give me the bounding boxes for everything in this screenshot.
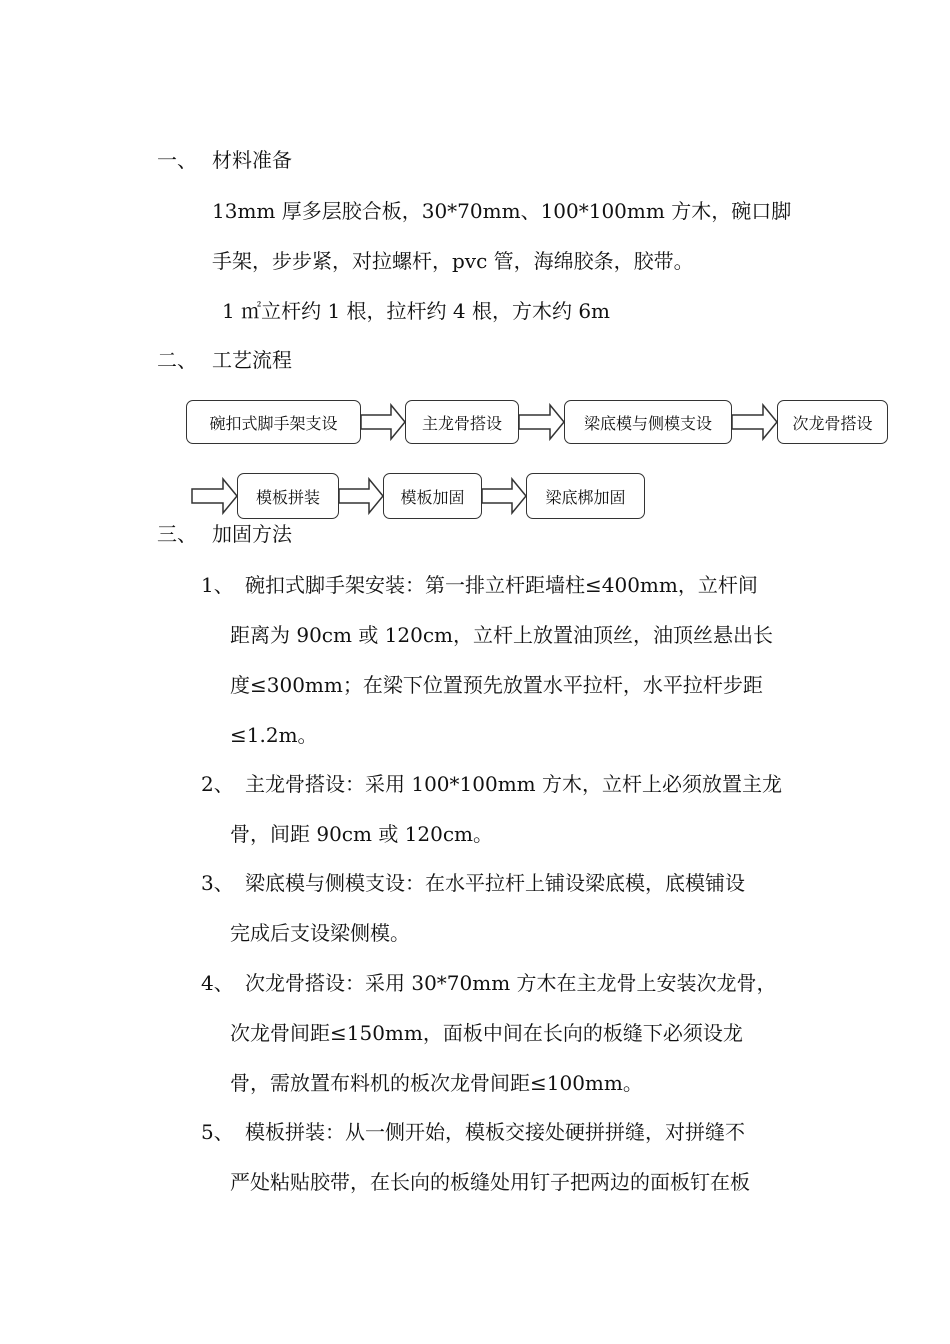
arrow-right-icon <box>732 405 777 439</box>
flow-step: 梁底梆加固 <box>526 473 645 519</box>
arrow-right-icon <box>519 405 564 439</box>
arrow-right-icon <box>339 479 383 513</box>
section-number: 二、 <box>157 348 197 372</box>
item-text-line: 梁底模与侧模支设：在水平拉杆上铺设梁底模，底模铺设 <box>245 871 745 895</box>
section-number: 三、 <box>157 522 197 546</box>
flow-step: 模板拼装 <box>237 473 339 519</box>
item-number: 2、 <box>201 772 234 796</box>
item-text-line: 模板拼装：从一侧开始，模板交接处硬拼拼缝，对拼缝不 <box>245 1120 745 1144</box>
flow-step: 梁底模与侧模支设 <box>564 400 732 444</box>
item-text-line: 碗扣式脚手架安装：第一排立杆距墙柱≤400mm，立杆间 <box>245 573 758 597</box>
item-text-line: ≤1.2m。 <box>230 723 318 747</box>
flow-step: 碗扣式脚手架支设 <box>186 400 361 444</box>
item-text-line: 度≤300mm；在梁下位置预先放置水平拉杆，水平拉杆步距 <box>230 673 763 697</box>
arrow-right-icon <box>192 479 237 513</box>
item-number: 5、 <box>201 1120 234 1144</box>
item-number: 1、 <box>201 573 234 597</box>
item-text-line: 严处粘贴胶带，在长向的板缝处用钉子把两边的面板钉在板 <box>230 1170 750 1194</box>
section-title: 材料准备 <box>212 148 292 172</box>
section-number: 一、 <box>157 148 197 172</box>
item-number: 3、 <box>201 871 234 895</box>
quantity-line: 1 ㎡立杆约 1 根，拉杆约 4 根，方木约 6m <box>222 299 611 323</box>
arrow-right-icon <box>482 479 526 513</box>
flow-step: 模板加固 <box>383 473 482 519</box>
section-title: 加固方法 <box>212 522 292 546</box>
item-text-line: 次龙骨搭设：采用 30*70mm 方木在主龙骨上安装次龙骨， <box>245 971 777 995</box>
arrow-right-icon <box>361 405 405 439</box>
item-text-line: 完成后支设梁侧模。 <box>230 921 410 945</box>
flow-step: 次龙骨搭设 <box>777 400 888 444</box>
materials-line: 13mm 厚多层胶合板，30*70mm、100*100mm 方木，碗口脚 <box>212 199 792 223</box>
item-text-line: 骨，间距 90cm 或 120cm。 <box>230 822 494 846</box>
item-number: 4、 <box>201 971 234 995</box>
item-text-line: 主龙骨搭设：采用 100*100mm 方木，立杆上必须放置主龙 <box>245 772 782 796</box>
section-title: 工艺流程 <box>212 348 292 372</box>
materials-line: 手架，步步紧，对拉螺杆，pvc 管，海绵胶条，胶带。 <box>212 249 694 273</box>
item-text-line: 骨，需放置布料机的板次龙骨间距≤100mm。 <box>230 1071 643 1095</box>
flow-step: 主龙骨搭设 <box>405 400 519 444</box>
item-text-line: 次龙骨间距≤150mm，面板中间在长向的板缝下必须设龙 <box>230 1021 743 1045</box>
item-text-line: 距离为 90cm 或 120cm，立杆上放置油顶丝，油顶丝悬出长 <box>230 623 774 647</box>
